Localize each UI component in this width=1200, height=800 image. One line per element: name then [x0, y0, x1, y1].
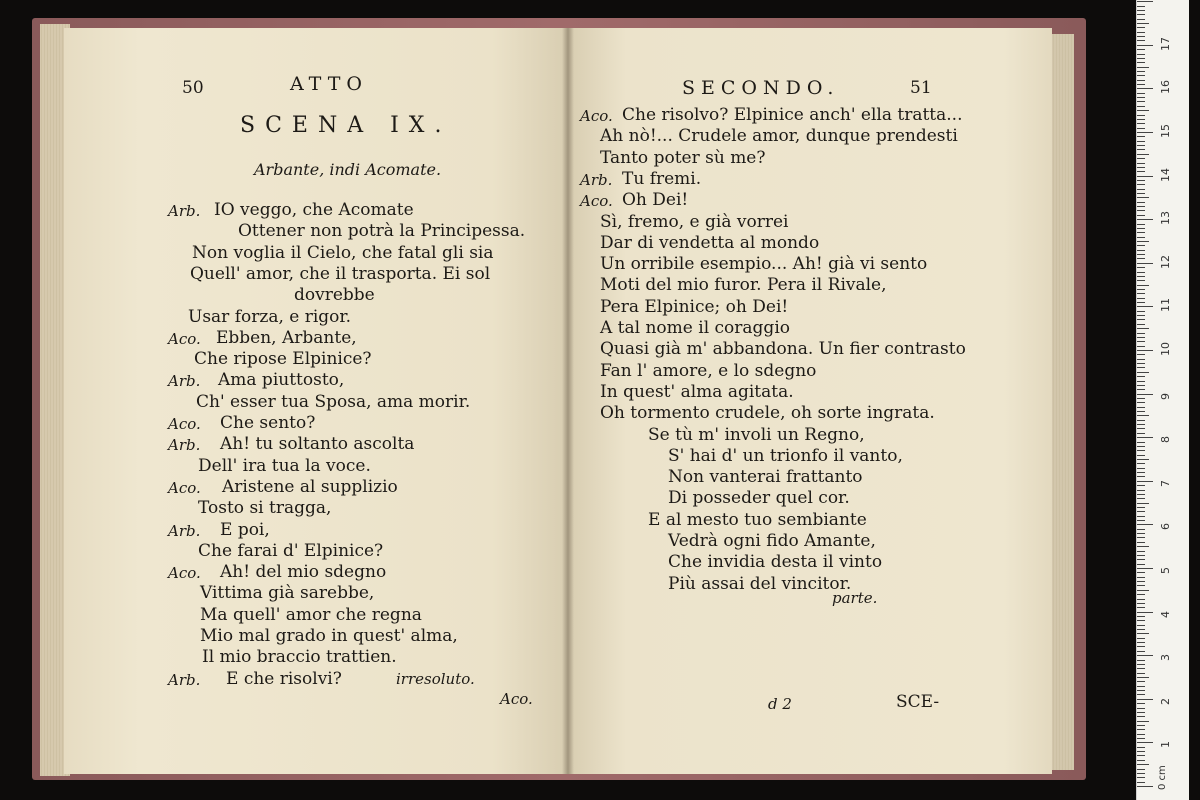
ruler-tick	[1137, 620, 1145, 621]
ruler-tick	[1137, 363, 1145, 364]
ruler-tick	[1137, 272, 1145, 273]
dialogue-line: Che sento?	[220, 413, 316, 433]
left-page-number: 50	[182, 78, 204, 98]
dialogue-line: Oh Dei!	[622, 190, 689, 211]
dialogue-line: Tanto poter sù me?	[600, 147, 766, 168]
ruler-tick	[1137, 337, 1145, 338]
signature-mark: d 2	[768, 695, 792, 713]
ruler-tick	[1137, 289, 1145, 290]
ruler-tick	[1137, 394, 1153, 395]
ruler-tick	[1137, 742, 1153, 743]
ruler-tick	[1137, 241, 1149, 242]
ruler-number: 4	[1159, 610, 1172, 618]
ruler-number: 2	[1159, 697, 1172, 705]
ruler-tick	[1137, 328, 1149, 329]
ruler-tick	[1137, 777, 1145, 778]
ruler-tick	[1137, 472, 1145, 473]
dialogue-line: Vittima già sarebbe,	[200, 583, 375, 604]
ruler-tick	[1137, 324, 1145, 325]
dialogue-line: Che risolvo? Elpinice anch' ella tratta...	[622, 105, 963, 125]
ruler-tick	[1137, 341, 1145, 342]
ruler-tick	[1137, 119, 1145, 120]
ruler-tick	[1137, 616, 1145, 617]
ruler-tick	[1137, 88, 1153, 89]
ruler-number: 11	[1159, 298, 1172, 313]
ruler-tick	[1137, 36, 1145, 37]
ruler-tick	[1137, 180, 1145, 181]
exit-direction: parte.	[832, 589, 878, 607]
ruler-tick	[1137, 646, 1145, 647]
ruler-tick	[1137, 729, 1145, 730]
ruler-tick	[1137, 559, 1145, 560]
ruler-tick	[1137, 782, 1145, 783]
ruler-tick	[1137, 267, 1145, 268]
ruler-tick	[1137, 533, 1145, 534]
ruler-tick	[1137, 612, 1153, 613]
ruler-tick	[1137, 381, 1145, 382]
speaker-label: Aco.	[168, 415, 201, 433]
ruler-tick	[1137, 407, 1145, 408]
dialogue-line: Che ripose Elpinice?	[194, 349, 372, 370]
dialogue-line: Tosto si tragga,	[198, 498, 332, 519]
speaker-label: Aco.	[580, 107, 613, 125]
dialogue-line: Non vanterai frattanto	[668, 467, 863, 488]
ruler-tick	[1137, 764, 1149, 765]
dialogue-line: E al mesto tuo sembiante	[648, 509, 867, 530]
ruler-tick	[1137, 507, 1145, 508]
dialogue-line: In quest' alma agitata.	[600, 381, 794, 402]
ruler-number: 10	[1159, 342, 1172, 356]
ruler-tick	[1137, 537, 1145, 538]
dialogue-line: Fan l' amore, e lo sdegno	[600, 360, 817, 381]
ruler-tick	[1137, 97, 1145, 98]
speaker-label: Arb.	[580, 170, 613, 189]
book-gutter	[562, 28, 574, 774]
ruler-tick	[1137, 219, 1153, 220]
ruler-tick	[1137, 751, 1145, 752]
ruler-tick	[1137, 333, 1145, 334]
ruler-tick	[1137, 476, 1145, 477]
ruler-tick	[1137, 555, 1145, 556]
dialogue-line: Sì, fremo, e già vorrei	[600, 211, 789, 232]
ruler-tick	[1137, 106, 1145, 107]
dialogue-line: Ah! del mio sdegno	[220, 562, 387, 583]
speaker-label: Aco.	[168, 329, 201, 348]
ruler-tick	[1137, 154, 1149, 155]
ruler-tick	[1137, 433, 1145, 434]
dialogue-line: Quell' amor, che il trasporta. Ei sol	[190, 263, 491, 284]
dialogue-line: Se tù m' involi un Regno,	[648, 424, 865, 445]
ruler-tick	[1137, 716, 1145, 717]
dialogue-line: Ama piuttosto,	[218, 370, 345, 391]
ruler-tick	[1137, 651, 1145, 652]
ruler-tick	[1137, 503, 1149, 504]
ruler-tick	[1137, 232, 1145, 233]
ruler-tick	[1137, 210, 1145, 211]
ruler-tick	[1137, 590, 1149, 591]
ruler-tick	[1137, 58, 1145, 59]
ruler-tick	[1137, 27, 1145, 28]
dialogue-line: Tu fremi.	[622, 168, 702, 189]
ruler-tick	[1137, 1, 1153, 2]
ruler-tick	[1137, 202, 1145, 203]
ruler-number: 13	[1159, 211, 1172, 226]
ruler-number: 8	[1159, 436, 1172, 444]
ruler-tick	[1137, 372, 1149, 373]
ruler-tick	[1137, 446, 1145, 447]
stage-direction: irresoluto.	[396, 670, 475, 688]
ruler-tick	[1137, 14, 1145, 15]
ruler-number: 12	[1159, 254, 1172, 269]
ruler-tick	[1137, 67, 1149, 68]
speaker-label: Arb.	[168, 202, 201, 220]
ruler-tick	[1137, 171, 1145, 172]
right-page-number: 51	[910, 78, 932, 98]
ruler-number: 17	[1159, 36, 1172, 51]
ruler-tick	[1137, 19, 1145, 20]
speaker-label: Arb.	[168, 372, 201, 391]
dialogue-line: Di posseder quel cor.	[668, 488, 850, 509]
ruler-tick	[1137, 668, 1145, 669]
scene-title: SCENA IX.	[240, 113, 452, 138]
ruler-tick	[1137, 747, 1145, 748]
ruler-tick	[1137, 755, 1145, 756]
ruler-tick	[1137, 71, 1145, 72]
speaker-label: Arb.	[168, 436, 201, 455]
ruler-tick	[1137, 642, 1145, 643]
ruler-tick	[1137, 708, 1145, 709]
ruler-tick	[1137, 420, 1145, 421]
ruler-tick	[1137, 498, 1145, 499]
ruler-tick	[1137, 49, 1145, 50]
ruler-tick	[1137, 594, 1145, 595]
ruler-tick	[1137, 542, 1145, 543]
dialogue-line: Ebben, Arbante,	[216, 327, 357, 348]
ruler-tick	[1137, 367, 1145, 368]
ruler-tick	[1137, 437, 1153, 438]
ruler-tick	[1137, 280, 1145, 281]
ruler-tick	[1137, 167, 1145, 168]
ruler-tick	[1137, 80, 1145, 81]
ruler-tick	[1137, 551, 1145, 552]
ruler-tick	[1137, 511, 1145, 512]
ruler-tick	[1137, 402, 1145, 403]
ruler-tick	[1137, 93, 1145, 94]
ruler-tick	[1137, 158, 1145, 159]
ruler-tick	[1137, 585, 1145, 586]
speaker-label: Aco.	[580, 192, 613, 211]
dialogue-line: Ah nò!... Crudele amor, dunque prendesti	[600, 126, 958, 147]
ruler-tick	[1137, 197, 1149, 198]
ruler-tick	[1137, 10, 1145, 11]
ruler-tick	[1137, 346, 1145, 347]
ruler-tick	[1137, 75, 1145, 76]
ruler-tick	[1137, 721, 1149, 722]
ruler-number: 14	[1159, 167, 1172, 182]
ruler-tick	[1137, 311, 1145, 312]
ruler-tick	[1137, 245, 1145, 246]
ruler-tick	[1137, 176, 1153, 177]
ruler-tick	[1137, 568, 1153, 569]
ruler-tick	[1137, 490, 1145, 491]
ruler-tick	[1137, 786, 1153, 787]
ruler-tick	[1137, 677, 1149, 678]
ruler-tick	[1137, 664, 1145, 665]
ruler-tick	[1137, 184, 1145, 185]
ruler-number: 1	[1159, 741, 1172, 749]
ruler-tick	[1137, 123, 1145, 124]
ruler-tick	[1137, 189, 1145, 190]
ruler-tick	[1137, 285, 1149, 286]
ruler-tick	[1137, 481, 1153, 482]
ruler-number: 6	[1159, 523, 1172, 531]
ruler-tick	[1137, 32, 1145, 33]
measuring-ruler	[1136, 0, 1189, 800]
ruler-number: 16	[1159, 80, 1172, 95]
ruler-tick	[1137, 40, 1145, 41]
ruler-tick	[1137, 572, 1145, 573]
ruler-tick	[1137, 276, 1145, 277]
ruler-tick	[1137, 607, 1145, 608]
ruler-tick	[1137, 298, 1145, 299]
ruler-tick	[1137, 581, 1145, 582]
ruler-tick	[1137, 424, 1145, 425]
ruler-tick	[1137, 655, 1153, 656]
dialogue-line: Dell' ira tua la voce.	[198, 455, 371, 476]
ruler-tick	[1137, 516, 1145, 517]
ruler-number: 3	[1159, 654, 1172, 662]
dialogue-line: Quasi già m' abbandona. Un fier contrasto	[600, 339, 966, 360]
ruler-tick	[1137, 529, 1145, 530]
ruler-tick	[1137, 564, 1145, 565]
speaker-label: Aco.	[168, 478, 201, 497]
dialogue-line: A tal nome il coraggio	[600, 318, 790, 338]
ruler-tick	[1137, 660, 1145, 661]
ruler-tick	[1137, 629, 1145, 630]
dialogue-line: Usar forza, e rigor.	[188, 306, 352, 327]
ruler-tick	[1137, 376, 1145, 377]
ruler-tick	[1137, 398, 1145, 399]
ruler-tick	[1137, 694, 1145, 695]
dialogue-line: Più assai del vincitor.	[668, 573, 852, 594]
dialogue-line: S' hai d' un trionfo il vanto,	[668, 445, 903, 466]
dialogue-line: Ottener non potrà la Principessa.	[238, 221, 526, 242]
ruler-number: 5	[1159, 567, 1172, 574]
ruler-tick	[1137, 734, 1145, 735]
right-running-head: SECONDO.	[682, 77, 840, 99]
ruler-tick	[1137, 599, 1145, 600]
ruler-tick	[1137, 224, 1145, 225]
ruler-tick	[1137, 455, 1145, 456]
ruler-tick	[1137, 319, 1145, 320]
speaker-label: Aco.	[168, 564, 201, 583]
dialogue-line: dovrebbe	[294, 285, 375, 306]
right-page	[568, 28, 1052, 774]
ruler-tick	[1137, 699, 1153, 700]
dialogue-line: Un orribile esempio... Ah! già vi sento	[600, 254, 928, 275]
ruler-tick	[1137, 681, 1145, 682]
ruler-tick	[1137, 128, 1145, 129]
ruler-tick	[1137, 145, 1145, 146]
ruler-tick	[1137, 115, 1145, 116]
ruler-tick	[1137, 315, 1145, 316]
left-running-head: ATTO	[290, 73, 368, 95]
ruler-tick	[1137, 193, 1145, 194]
ruler-tick	[1137, 577, 1145, 578]
speaker-label: Arb.	[168, 521, 201, 540]
dialogue-line: Ma quell' amor che regna	[200, 604, 422, 625]
ruler-tick	[1137, 254, 1145, 255]
left-page	[64, 28, 568, 774]
ruler-tick	[1137, 712, 1145, 713]
ruler-tick	[1137, 389, 1145, 390]
ruler-tick	[1137, 110, 1149, 111]
ruler-tick	[1137, 306, 1153, 307]
ruler-tick	[1137, 54, 1145, 55]
dialogue-line: Che invidia desta il vinto	[668, 552, 883, 573]
ruler-tick	[1137, 215, 1145, 216]
ruler-tick	[1137, 524, 1153, 525]
ruler-tick	[1137, 350, 1153, 351]
ruler-tick	[1137, 625, 1145, 626]
dialogue-line: Non voglia il Cielo, che fatal gli sia	[192, 242, 494, 263]
ruler-tick	[1137, 463, 1145, 464]
ruler-tick	[1137, 45, 1153, 46]
ruler-tick	[1137, 725, 1145, 726]
ruler-tick	[1137, 760, 1145, 761]
ruler-tick	[1137, 228, 1145, 229]
ruler-tick	[1137, 250, 1145, 251]
ruler-tick	[1137, 415, 1149, 416]
ruler-tick	[1137, 263, 1153, 264]
right-catchword: SCE-	[896, 692, 940, 712]
ruler-tick	[1137, 769, 1145, 770]
ruler-tick	[1137, 23, 1149, 24]
ruler-tick	[1137, 494, 1145, 495]
speaker-label: Arb.	[168, 670, 201, 689]
ruler-tick	[1137, 703, 1145, 704]
ruler-tick	[1137, 686, 1145, 687]
left-catchword: Aco.	[500, 690, 533, 708]
ruler-number: 15	[1159, 124, 1172, 138]
dialogue-line: Vedrà ogni fido Amante,	[668, 531, 876, 551]
dialogue-line: Ch' esser tua Sposa, ama morir.	[196, 391, 471, 412]
ruler-tick	[1137, 428, 1145, 429]
dialogue-line: Mio mal grado in quest' alma,	[200, 626, 458, 646]
ruler-tick	[1137, 638, 1145, 639]
dialogue-line: Ah! tu soltanto ascolta	[220, 434, 415, 455]
ruler-tick	[1137, 293, 1145, 294]
ruler-tick	[1137, 136, 1145, 137]
dialogue-line: E poi,	[220, 519, 270, 540]
ruler-unit: 0 cm	[1157, 765, 1168, 790]
ruler-tick	[1137, 149, 1145, 150]
dialogue-line: E che risolvi?	[226, 668, 342, 689]
dialogue-line: Pera Elpinice; oh Dei!	[600, 296, 789, 317]
ruler-tick	[1137, 485, 1145, 486]
ruler-tick	[1137, 546, 1149, 547]
ruler-number: 7	[1159, 479, 1172, 487]
ruler-tick	[1137, 6, 1145, 7]
ruler-tick	[1137, 442, 1145, 443]
dialogue-line: Che farai d' Elpinice?	[198, 540, 384, 561]
dialogue-line: Oh tormento crudele, oh sorte ingrata.	[600, 403, 935, 424]
dialogue-line: Il mio braccio trattien.	[202, 647, 397, 668]
ruler-tick	[1137, 84, 1145, 85]
dialogue-line: Moti del mio furor. Pera il Rivale,	[600, 275, 887, 296]
ruler-tick	[1137, 603, 1145, 604]
ruler-tick	[1137, 673, 1145, 674]
ruler-number: 9	[1159, 392, 1172, 400]
ruler-tick	[1137, 258, 1145, 259]
ruler-tick	[1137, 359, 1145, 360]
ruler-tick	[1137, 690, 1145, 691]
ruler-tick	[1137, 101, 1145, 102]
ruler-tick	[1137, 132, 1153, 133]
dialogue-line: Dar di vendetta al mondo	[600, 232, 820, 253]
ruler-tick	[1137, 141, 1145, 142]
ruler-tick	[1137, 450, 1145, 451]
ruler-tick	[1137, 411, 1145, 412]
ruler-tick	[1137, 738, 1145, 739]
dialogue-line: Aristene al supplizio	[222, 476, 398, 497]
ruler-tick	[1137, 163, 1145, 164]
ruler-tick	[1137, 459, 1149, 460]
dialogue-line: IO veggo, che Acomate	[214, 200, 414, 220]
ruler-tick	[1137, 773, 1145, 774]
ruler-tick	[1137, 62, 1145, 63]
ruler-tick	[1137, 237, 1145, 238]
ruler-tick	[1137, 520, 1145, 521]
scene-characters: Arbante, indi Acomate.	[254, 160, 442, 179]
ruler-tick	[1137, 385, 1145, 386]
ruler-tick	[1137, 468, 1145, 469]
ruler-tick	[1137, 354, 1145, 355]
ruler-tick	[1137, 206, 1145, 207]
ruler-tick	[1137, 633, 1149, 634]
ruler-tick	[1137, 302, 1145, 303]
